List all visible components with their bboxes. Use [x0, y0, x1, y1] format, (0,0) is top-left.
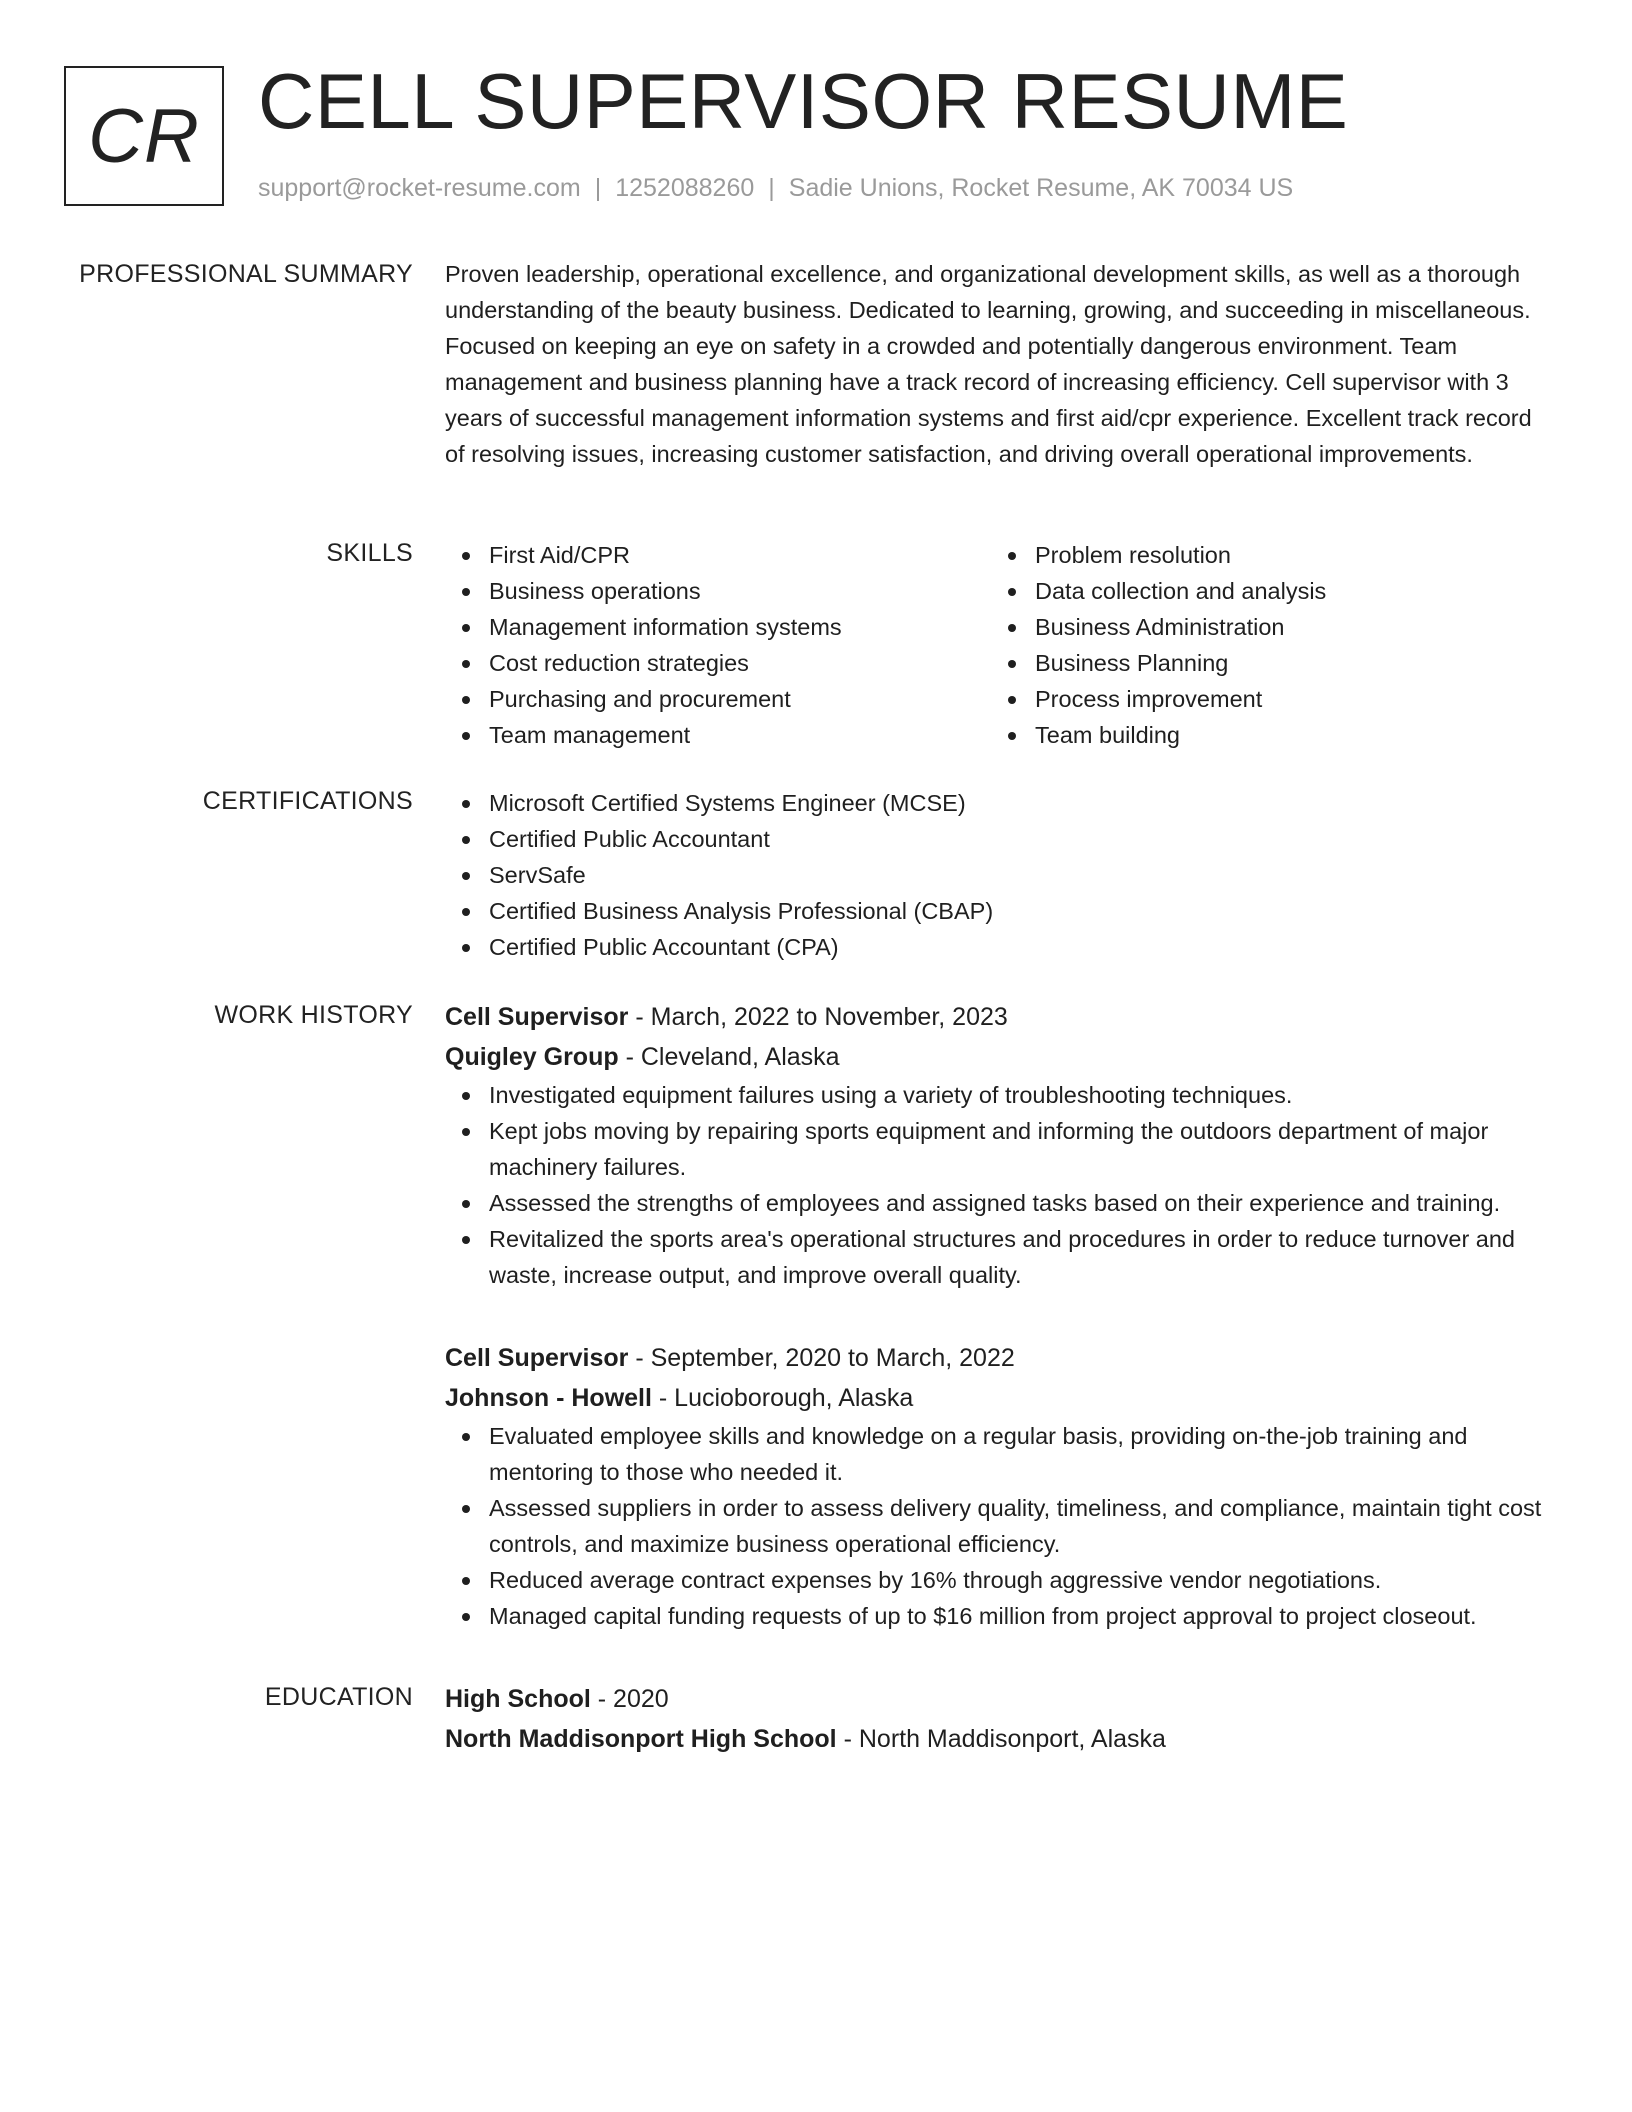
job-duties-list [445, 1077, 1555, 1293]
job-company-line [445, 1037, 1555, 1077]
job-dates: - March, 2022 to November, 2023 [628, 1003, 1008, 1031]
job-duty-item: Evaluated employee skills and knowledge on a regular basis, providing on-the-job training and mentoring to those who needed it. [489, 1418, 1555, 1490]
skills-list-right [991, 537, 1537, 753]
job-duty-item: Assessed suppliers in order to assess delivery quality, timeliness, and compliance, maintain tight cost controls, and maximize business operational efficiency. [489, 1490, 1555, 1562]
skill-item: First Aid/CPR [489, 537, 991, 573]
contact-separator: | [768, 174, 775, 202]
contact-email: support@rocket-resume.com [258, 174, 581, 202]
job-title: Cell Supervisor [445, 1344, 629, 1372]
certification-item: Certified Public Accountant (CPA) [489, 929, 1555, 965]
job-title: Cell Supervisor [445, 1003, 629, 1031]
skill-item: Process improvement [1035, 681, 1537, 717]
contact-line [258, 174, 1293, 203]
skill-item: Data collection and analysis [1035, 573, 1537, 609]
resume-title: CELL SUPERVISOR RESUME [258, 57, 1349, 145]
contact-address: Sadie Unions, Rocket Resume, AK 70034 US [788, 174, 1294, 202]
job-duty-item: Investigated equipment failures using a variety of troubleshooting techniques. [489, 1077, 1555, 1113]
skills-grid [445, 537, 1555, 753]
skill-item: Cost reduction strategies [489, 645, 991, 681]
summary-body [445, 256, 1555, 472]
education-heading: EDUCATION [264, 1683, 413, 1711]
education-body [445, 1679, 1555, 1759]
job-location: - Lucioborough, Alaska [651, 1384, 914, 1412]
education-degree: High School [445, 1685, 591, 1713]
skills-list-left [445, 537, 991, 753]
certification-item: Certified Public Accountant [489, 821, 1555, 857]
certifications-body [445, 785, 1555, 965]
job-duty-item: Reduced average contract expenses by 16% through aggressive vendor negotiations. [489, 1562, 1555, 1598]
skill-item: Business Administration [1035, 609, 1537, 645]
job-company: Quigley Group [445, 1043, 619, 1071]
education-school: North Maddisonport High School [445, 1725, 837, 1753]
contact-phone: 1252088260 [615, 174, 755, 202]
job-company: Johnson - Howell [445, 1384, 652, 1412]
skill-item: Business Planning [1035, 645, 1537, 681]
skill-item: Business operations [489, 573, 991, 609]
education-degree-line [445, 1679, 1555, 1719]
certifications-list [445, 785, 1555, 965]
job-duty-item: Assessed the strengths of employees and assigned tasks based on their experience and training. [489, 1185, 1555, 1221]
education-school-line [445, 1719, 1555, 1759]
job-duty-item: Revitalized the sports area's operational structures and procedures in order to reduce turnover and waste, increase output, and improve overall quality. [489, 1221, 1555, 1293]
education-location: - North Maddisonport, Alaska [836, 1725, 1166, 1753]
skill-item: Problem resolution [1035, 537, 1537, 573]
education-year: - 2020 [590, 1685, 669, 1713]
job-title-line [445, 1338, 1555, 1378]
job-dates: - September, 2020 to March, 2022 [628, 1344, 1015, 1372]
job-title-line [445, 997, 1555, 1037]
certification-item: Microsoft Certified Systems Engineer (MCSE) [489, 785, 1555, 821]
summary-text: Proven leadership, operational excellence, and organizational development skills, as well as a thorough understanding of the beauty business. Dedicated to learning, growing, and succeeding in miscellaneous. Focused on keeping an eye on safety in a crowded and potentially dangerous environment. Team management and business planning have a track record of increasing efficiency. Cell supervisor with 3 years of successful management information systems and first aid/cpr experience. Excellent track record of resolving issues, increasing customer satisfaction, and driving overall operational improvements. [445, 261, 1532, 467]
certification-item: ServSafe [489, 857, 1555, 893]
summary-heading: PROFESSIONAL SUMMARY [79, 260, 413, 288]
skills-heading: SKILLS [326, 539, 413, 567]
work-history-heading: WORK HISTORY [214, 1001, 413, 1029]
job-company-line [445, 1378, 1555, 1418]
work-job-1 [445, 997, 1555, 1293]
monogram-badge: CR [64, 66, 224, 206]
skills-column-left [445, 537, 991, 753]
work-job-2 [445, 1338, 1555, 1634]
job-duty-item: Kept jobs moving by repairing sports equipment and informing the outdoors department of major machinery failures. [489, 1113, 1555, 1185]
job-duties-list [445, 1418, 1555, 1634]
certification-item: Certified Business Analysis Professional (CBAP) [489, 893, 1555, 929]
job-location: - Cleveland, Alaska [618, 1043, 840, 1071]
certifications-heading: CERTIFICATIONS [202, 787, 413, 815]
skill-item: Purchasing and procurement [489, 681, 991, 717]
contact-separator: | [594, 174, 602, 202]
skills-body [445, 537, 1555, 753]
skills-column-right [991, 537, 1537, 753]
job-duty-item: Managed capital funding requests of up to $16 million from project approval to project closeout. [489, 1598, 1555, 1634]
skill-item: Management information systems [489, 609, 991, 645]
skill-item: Team management [489, 717, 991, 753]
skill-item: Team building [1035, 717, 1537, 753]
